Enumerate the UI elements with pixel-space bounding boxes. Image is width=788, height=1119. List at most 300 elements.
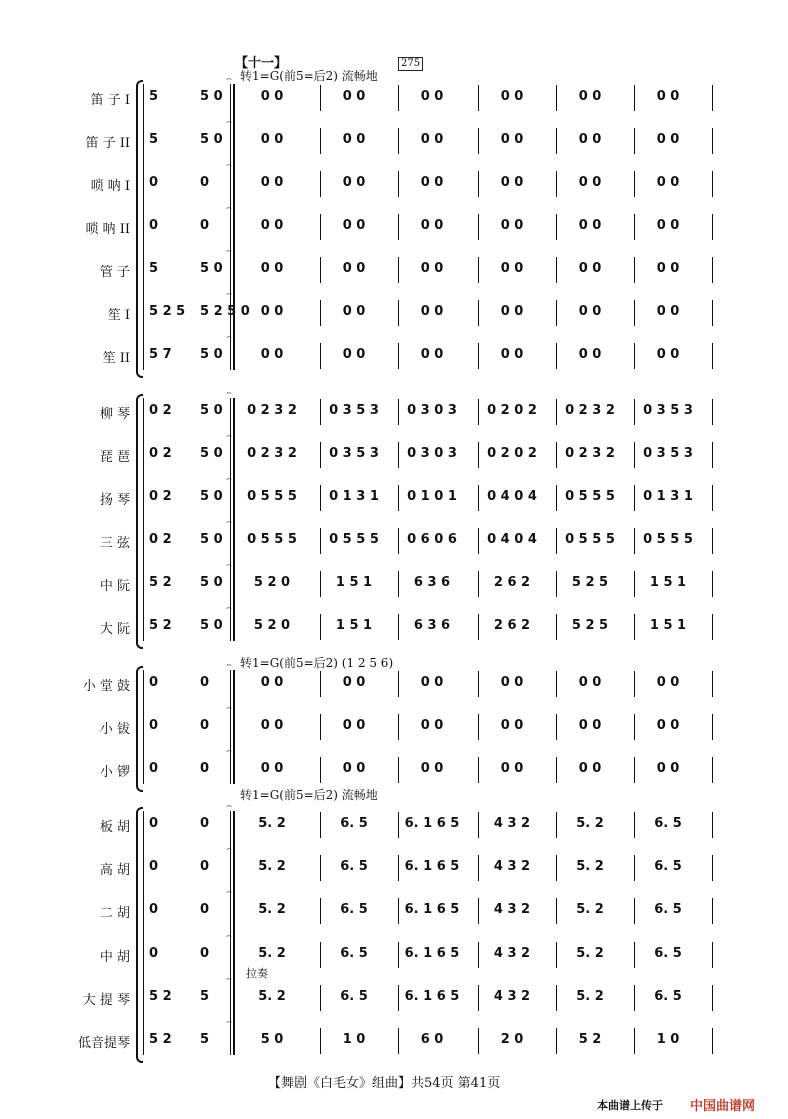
measure: 0 0: [656, 304, 680, 319]
pickup-note: 5 7: [149, 347, 172, 362]
fermata-icon: ⌢: [226, 560, 232, 570]
pickup-note: 0: [200, 859, 210, 874]
instrument-name: 低音提琴: [77, 1036, 130, 1051]
pickup-note: 5: [149, 132, 159, 147]
measure: 2 6 2: [493, 575, 531, 590]
pickup-note: 5: [149, 89, 159, 104]
system-line: [143, 398, 144, 641]
pickup-note: 5 2: [149, 1032, 172, 1047]
bar-line: [398, 171, 399, 197]
pickup-note: 0: [149, 175, 159, 190]
measure: 6. 5: [654, 946, 682, 961]
instrument-name: 大 阮: [99, 622, 130, 637]
bar-line: [320, 757, 321, 783]
pickup-note: 5 0: [200, 489, 223, 504]
fermata-icon: ⌢: [226, 517, 232, 527]
measure: 0 0: [578, 675, 602, 690]
measure: 6. 5: [654, 859, 682, 874]
measure: 0 0: [420, 175, 444, 190]
measure: 0 0: [260, 718, 284, 733]
measure: 6. 5: [340, 946, 368, 961]
measure: 0 1 0 1: [407, 489, 457, 504]
bar-line: [398, 942, 399, 968]
measure: 0 0: [500, 261, 524, 276]
measure: 6. 1 6 5: [404, 816, 460, 831]
bar-line: [320, 85, 321, 111]
measure: 0 0: [342, 175, 366, 190]
bar-line: [320, 257, 321, 283]
bar-line: [712, 855, 713, 881]
pickup-note: 0: [200, 761, 210, 776]
bar-line: [320, 1028, 321, 1054]
bar-line: [712, 985, 713, 1011]
bar-line: [478, 812, 479, 838]
bar-line: [478, 128, 479, 154]
fermata-icon: ⌢: [226, 931, 232, 941]
pickup-note: 0: [200, 946, 210, 961]
bar-line: [712, 85, 713, 111]
measure: 5. 2: [576, 946, 604, 961]
measure: 6. 5: [340, 989, 368, 1004]
measure: 0 2 3 2: [247, 403, 297, 418]
measure: 0 3 5 3: [643, 446, 693, 461]
measure: 5 2: [578, 1032, 602, 1047]
measure: 0 3 0 3: [407, 446, 457, 461]
measure: 0 1 3 1: [643, 489, 693, 504]
measure: 5. 2: [576, 902, 604, 917]
bar-line: [320, 942, 321, 968]
bar-line: [556, 128, 557, 154]
bar-number: 275: [398, 57, 423, 71]
instrument-name: 二 胡: [99, 906, 130, 921]
measure: 5. 2: [258, 946, 286, 961]
bar-line: [634, 855, 635, 881]
measure: 6. 5: [654, 816, 682, 831]
pickup-note: 0: [149, 761, 159, 776]
measure: 0 0: [420, 675, 444, 690]
measure: 5. 2: [258, 859, 286, 874]
bar-line: [478, 171, 479, 197]
bar-line: [634, 442, 635, 468]
measure: 0 0: [500, 761, 524, 776]
bar-line: [478, 399, 479, 425]
measure: 0 4 0 4: [487, 489, 537, 504]
measure: 0 0: [500, 347, 524, 362]
measure: 6. 5: [340, 859, 368, 874]
pickup-note: 0: [200, 675, 210, 690]
fermata-icon: ⌢: [226, 203, 232, 213]
measure: 0 0: [578, 304, 602, 319]
measure: 0 6 0 6: [407, 532, 457, 547]
bar-line: [556, 614, 557, 640]
measure: 2 0: [500, 1032, 524, 1047]
pickup-note: 0: [149, 946, 159, 961]
bar-line: [634, 128, 635, 154]
fermata-icon: ⌢: [226, 289, 232, 299]
measure: 0 0: [500, 718, 524, 733]
measure: 1 5 1: [335, 618, 373, 633]
upload-text: 本曲谱上传于: [597, 1099, 663, 1112]
fermata-icon: ⌢: [226, 801, 232, 811]
section-label: 【十一】: [235, 56, 288, 71]
bar-line: [478, 1028, 479, 1054]
measure: 5. 2: [576, 989, 604, 1004]
measure: 0 0: [656, 675, 680, 690]
pickup-note: 5 0: [200, 618, 223, 633]
measure: 0 0: [578, 89, 602, 104]
bar-line: [478, 214, 479, 240]
bar-line: [320, 528, 321, 554]
measure: 0 0: [656, 261, 680, 276]
bar-line: [556, 214, 557, 240]
bar-line: [320, 171, 321, 197]
bar-line: [398, 85, 399, 111]
measure: 1 0: [342, 1032, 366, 1047]
instrument-name: 笛 子 I: [90, 93, 130, 108]
double-bar-thick: [233, 811, 235, 1055]
bar-line: [478, 300, 479, 326]
bar-line: [398, 671, 399, 697]
bar-line: [634, 571, 635, 597]
measure: 1 5 1: [649, 575, 687, 590]
measure: 1 0: [656, 1032, 680, 1047]
fermata-icon: ⌢: [226, 332, 232, 342]
pickup-note: 0 2: [149, 446, 172, 461]
measure: 5 2 0: [253, 618, 291, 633]
measure: 0 0: [500, 89, 524, 104]
bar-line: [320, 214, 321, 240]
bar-line: [320, 671, 321, 697]
measure: 5. 2: [258, 816, 286, 831]
measure: 0 3 5 3: [643, 403, 693, 418]
measure: 0 0: [578, 761, 602, 776]
measure: 0 0: [260, 347, 284, 362]
fermata-icon: ⌢: [226, 474, 232, 484]
instrument-name: 笛 子 II: [85, 136, 130, 151]
bar-line: [634, 300, 635, 326]
bar-line: [478, 85, 479, 111]
bar-line: [398, 571, 399, 597]
pickup-note: 0: [200, 175, 210, 190]
pickup-note: 0: [200, 218, 210, 233]
pickup-note: 5 0: [200, 347, 223, 362]
system-line: [143, 84, 144, 370]
measure: 0 5 5 5: [247, 489, 297, 504]
measure: 0 0: [578, 218, 602, 233]
measure: 2 6 2: [493, 618, 531, 633]
bar-line: [478, 855, 479, 881]
fermata-icon: ⌢: [226, 603, 232, 613]
bar-line: [712, 300, 713, 326]
tempo-marking-top: 转1=G(前5=后2) 流畅地: [240, 69, 378, 83]
measure: 0 0: [260, 89, 284, 104]
pickup-note: 5 2: [149, 575, 172, 590]
pickup-note: 0: [149, 718, 159, 733]
measure: 5 2 5: [571, 575, 609, 590]
pickup-note: 5: [149, 261, 159, 276]
bar-line: [320, 343, 321, 369]
bar-line: [634, 528, 635, 554]
measure: 0 0: [342, 132, 366, 147]
bar-line: [398, 399, 399, 425]
measure: 0 0: [420, 304, 444, 319]
measure: 0 0: [656, 132, 680, 147]
measure: 4 3 2: [493, 946, 531, 961]
bar-line: [556, 571, 557, 597]
measure: 0 0: [342, 218, 366, 233]
instrument-name: 小 堂 鼓: [82, 679, 130, 694]
bar-line: [478, 671, 479, 697]
pickup-note: 5 2: [149, 618, 172, 633]
measure: 5. 2: [576, 859, 604, 874]
bar-line: [398, 343, 399, 369]
group-brace: [136, 80, 143, 378]
measure: 6. 1 6 5: [404, 946, 460, 961]
bar-line: [712, 571, 713, 597]
bar-line: [712, 942, 713, 968]
double-bar-thin: [230, 670, 231, 784]
bar-line: [712, 171, 713, 197]
measure: 5. 2: [258, 902, 286, 917]
group-brace: [136, 394, 143, 649]
measure: 0 0: [260, 218, 284, 233]
instrument-name: 三 弦: [99, 536, 130, 551]
measure: 0 0: [342, 718, 366, 733]
pickup-note: 5 2 5: [149, 304, 186, 319]
bar-line: [556, 300, 557, 326]
measure: 0 3 0 3: [407, 403, 457, 418]
measure: 0 2 0 2: [487, 446, 537, 461]
bar-line: [634, 257, 635, 283]
measure: 0 0: [342, 89, 366, 104]
instrument-name: 笙 II: [102, 351, 130, 366]
bar-line: [556, 442, 557, 468]
bar-line: [712, 442, 713, 468]
fermata-icon: ⌢: [226, 703, 232, 713]
pickup-note: 0: [149, 218, 159, 233]
bar-line: [398, 300, 399, 326]
measure: 0 0: [420, 132, 444, 147]
instrument-name: 柳 琴: [99, 407, 130, 422]
measure: 0 0: [500, 132, 524, 147]
instrument-name: 管 子: [99, 265, 130, 280]
measure: 0 0: [342, 675, 366, 690]
bar-line: [556, 257, 557, 283]
bar-line: [556, 528, 557, 554]
pickup-note: 0: [200, 902, 210, 917]
instrument-name: 唢 呐 I: [90, 179, 130, 194]
bar-line: [712, 128, 713, 154]
annotation-lazou: 拉奏: [246, 967, 268, 980]
measure: 0 0: [578, 175, 602, 190]
instrument-name: 小 锣: [99, 765, 130, 780]
instrument-name: 高 胡: [99, 863, 130, 878]
group-brace: [136, 666, 143, 792]
bar-line: [634, 614, 635, 640]
bar-line: [478, 898, 479, 924]
measure: 5 0: [260, 1032, 284, 1047]
bar-line: [398, 985, 399, 1011]
fermata-icon: ⌢: [226, 388, 232, 398]
fermata-icon: ⌢: [226, 117, 232, 127]
bar-line: [398, 257, 399, 283]
fermata-icon: ⌢: [226, 246, 232, 256]
tempo-marking-percussion: 转1=G(前5=后2) (1 2 5 6): [240, 656, 394, 670]
bar-line: [398, 442, 399, 468]
instrument-name: 小 钹: [99, 722, 130, 737]
bar-line: [320, 855, 321, 881]
measure: 0 0: [260, 675, 284, 690]
measure: 0 5 5 5: [329, 532, 379, 547]
measure: 5 2 5: [571, 618, 609, 633]
measure: 0 0: [420, 347, 444, 362]
pickup-note: 5: [200, 989, 210, 1004]
bar-line: [634, 812, 635, 838]
bar-line: [712, 812, 713, 838]
measure: 0 2 3 2: [565, 446, 615, 461]
bar-line: [320, 714, 321, 740]
measure: 0 5 5 5: [565, 489, 615, 504]
measure: 0 0: [656, 761, 680, 776]
measure: 6. 5: [340, 902, 368, 917]
bar-line: [556, 671, 557, 697]
pickup-note: 0 2: [149, 489, 172, 504]
measure: 4 3 2: [493, 902, 531, 917]
fermata-icon: ⌢: [226, 431, 232, 441]
measure: 6. 5: [654, 989, 682, 1004]
fermata-icon: ⌢: [226, 974, 232, 984]
measure: 0 4 0 4: [487, 532, 537, 547]
bar-line: [634, 399, 635, 425]
bar-line: [556, 812, 557, 838]
bar-line: [556, 942, 557, 968]
double-bar-thick: [233, 670, 235, 784]
pickup-note: 5 0: [200, 132, 223, 147]
bar-line: [634, 85, 635, 111]
bar-line: [712, 1028, 713, 1054]
instrument-name: 笙 I: [107, 308, 130, 323]
bar-line: [320, 442, 321, 468]
bar-line: [712, 714, 713, 740]
measure: 1 5 1: [335, 575, 373, 590]
bar-line: [478, 442, 479, 468]
measure: 0 2 3 2: [565, 403, 615, 418]
bar-line: [398, 214, 399, 240]
fermata-icon: ⌢: [226, 887, 232, 897]
measure: 0 0: [420, 261, 444, 276]
footer-title: 【舞剧《白毛女》组曲】共54页 第41页: [268, 1076, 501, 1091]
measure: 0 0: [500, 675, 524, 690]
bar-line: [634, 214, 635, 240]
measure: 5. 2: [258, 989, 286, 1004]
measure: 5. 2: [576, 816, 604, 831]
instrument-name: 中 阮: [99, 579, 130, 594]
bar-line: [556, 485, 557, 511]
measure: 4 3 2: [493, 989, 531, 1004]
fermata-icon: ⌢: [226, 746, 232, 756]
measure: 0 0: [500, 304, 524, 319]
fermata-icon: ⌢: [226, 844, 232, 854]
bar-line: [712, 528, 713, 554]
bar-line: [320, 812, 321, 838]
measure: 0 0: [420, 761, 444, 776]
bar-line: [398, 812, 399, 838]
measure: 6. 1 6 5: [404, 859, 460, 874]
measure: 0 2 3 2: [247, 446, 297, 461]
bar-line: [556, 898, 557, 924]
bar-line: [398, 855, 399, 881]
bar-line: [398, 528, 399, 554]
fermata-icon: ⌢: [226, 74, 232, 84]
bar-line: [398, 614, 399, 640]
group-brace: [136, 807, 143, 1063]
measure: 0 0: [578, 132, 602, 147]
bar-line: [712, 485, 713, 511]
bar-line: [398, 898, 399, 924]
system-line: [143, 811, 144, 1055]
bar-line: [712, 214, 713, 240]
measure: 0 0: [260, 261, 284, 276]
measure: 0 3 5 3: [329, 403, 379, 418]
measure: 6 3 6: [413, 618, 451, 633]
tempo-marking-strings: 转1=G(前5=后2) 流畅地: [240, 788, 378, 802]
bar-line: [398, 1028, 399, 1054]
bar-line: [556, 1028, 557, 1054]
measure: 6. 5: [340, 816, 368, 831]
bar-line: [634, 1028, 635, 1054]
bar-line: [712, 898, 713, 924]
bar-line: [556, 855, 557, 881]
measure: 0 0: [578, 261, 602, 276]
bar-line: [478, 757, 479, 783]
pickup-note: 5: [200, 1032, 210, 1047]
bar-line: [556, 714, 557, 740]
measure: 0 0: [578, 718, 602, 733]
measure: 0 0: [420, 89, 444, 104]
measure: 0 0: [500, 175, 524, 190]
site-logo: 中国曲谱网: [690, 1099, 756, 1114]
pickup-note: 0: [149, 675, 159, 690]
measure: 0 0: [260, 304, 284, 319]
bar-line: [712, 614, 713, 640]
bar-line: [398, 757, 399, 783]
bar-line: [712, 343, 713, 369]
instrument-name: 唢 呐 II: [85, 222, 130, 237]
instrument-name: 中 胡: [99, 950, 130, 965]
bar-line: [634, 671, 635, 697]
measure: 0 5 5 5: [565, 532, 615, 547]
instrument-name: 扬 琴: [99, 493, 130, 508]
bar-line: [634, 757, 635, 783]
bar-line: [712, 257, 713, 283]
bar-line: [478, 485, 479, 511]
pickup-note: 0: [149, 859, 159, 874]
bar-line: [712, 671, 713, 697]
measure: 0 0: [500, 218, 524, 233]
bar-line: [712, 399, 713, 425]
system-line: [143, 670, 144, 784]
bar-line: [556, 757, 557, 783]
bar-line: [634, 985, 635, 1011]
measure: 6 0: [420, 1032, 444, 1047]
measure: 0 0: [656, 89, 680, 104]
measure: 0 2 0 2: [487, 403, 537, 418]
bar-line: [634, 942, 635, 968]
bar-line: [634, 898, 635, 924]
bar-line: [478, 714, 479, 740]
measure: 6. 5: [654, 902, 682, 917]
bar-line: [478, 942, 479, 968]
